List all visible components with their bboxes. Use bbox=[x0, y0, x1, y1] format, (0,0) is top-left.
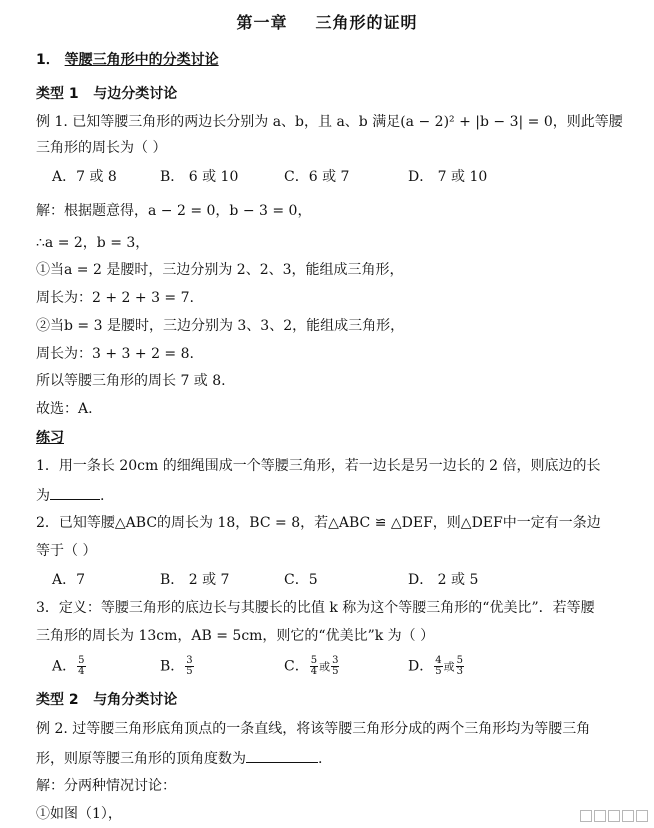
section-heading: 1． 等腰三角形中的分类讨论 bbox=[36, 52, 219, 68]
watermark-icon bbox=[580, 810, 648, 822]
fraction: $\frac{3}{5}$ bbox=[186, 655, 193, 677]
solution1-line: 故选：A. bbox=[36, 401, 93, 417]
example1-option-a: A．7 或 8 bbox=[52, 169, 117, 185]
practice-q2-line1: 2．已知等腰△ABC的周长为 18，BC = 8，若△ABC ≌ △DEF，则△DEF中一定有一条边 bbox=[36, 515, 601, 531]
answer-blank bbox=[50, 485, 100, 500]
page-title bbox=[0, 10, 654, 33]
solution1-line: 周长为：2 + 2 + 3 = 7. bbox=[36, 290, 194, 306]
solution1-line: 所以等腰三角形的周长 7 或 8. bbox=[36, 373, 226, 389]
example2-solution-line1: 解：分两种情况讨论： bbox=[36, 778, 176, 794]
practice-q2-option-b: B． 2 或 7 bbox=[160, 572, 230, 588]
example1-line2: 三角形的周长为（ ） bbox=[36, 140, 167, 156]
chapter-title: 三角形的证明 bbox=[315, 13, 418, 32]
practice-q1-line1: 1．用一条长 20cm 的细绳围成一个等腰三角形，若一边长是另一边长的 2 倍，则底边的长 bbox=[36, 458, 601, 474]
practice-q2-option-c: C．5 bbox=[284, 572, 318, 588]
practice-q1-line2: 为 . bbox=[36, 485, 104, 506]
fraction: $\frac{5}{4}$ bbox=[310, 655, 318, 677]
fraction: $\frac{3}{5}$ bbox=[332, 655, 339, 677]
type2-heading: 类型 2 与角分类讨论 bbox=[36, 692, 178, 708]
solution1-line: ∴a = 2，b = 3， bbox=[36, 235, 150, 251]
fraction: $\frac{5}{4}$ bbox=[78, 655, 85, 677]
example2-line2: 形，则原等腰三角形的顶角度数为 . bbox=[36, 748, 322, 769]
example1-option-b: B． 6 或 10 bbox=[160, 169, 239, 185]
example1-option-c: C．6 或 7 bbox=[284, 169, 350, 185]
fraction: $\frac{4}{5}$ bbox=[435, 655, 442, 677]
solution1-line: 解：根据题意得，a − 2 = 0，b − 3 = 0， bbox=[36, 203, 312, 219]
example2-line1: 例 2. 过等腰三角形底角顶点的一条直线，将该等腰三角形分成的两个三角形均为等腰三角 bbox=[36, 721, 591, 737]
practice-q2-line2: 等于（ ） bbox=[36, 543, 97, 559]
practice-q3-option-d: D． $\frac{4}{5}$ 或 $\frac{5}{3}$ bbox=[408, 655, 463, 677]
example1-option-d: D． 7 或 10 bbox=[408, 169, 488, 185]
practice-heading: 练习 bbox=[36, 430, 64, 446]
practice-q3-line1: 3．定义：等腰三角形的底边长与其腰长的比值 k 称为这个等腰三角形的“优美比”．若等腰 bbox=[36, 600, 595, 616]
fraction: $\frac{5}{3}$ bbox=[456, 655, 463, 677]
solution1-line: ①当a = 2 是腰时，三边分别为 2、2、3，能组成三角形， bbox=[36, 262, 404, 278]
chapter-number: 第一章 bbox=[236, 13, 288, 32]
example2-solution-line2: ①如图（1）， bbox=[36, 806, 122, 822]
solution1-line: 周长为：3 + 3 + 2 = 8. bbox=[36, 346, 194, 362]
solution1-line: ②当b = 3 是腰时，三边分别为 3、3、2，能组成三角形， bbox=[36, 318, 405, 334]
practice-q3-option-b: B． $\frac{3}{5}$ bbox=[160, 655, 193, 677]
type1-heading: 类型 1 与边分类讨论 bbox=[36, 86, 178, 102]
practice-q2-option-a: A．7 bbox=[52, 572, 86, 588]
practice-q3-option-a: A． $\frac{5}{4}$ bbox=[52, 655, 85, 677]
answer-blank bbox=[246, 748, 318, 763]
example1-line1: 例 1. 已知等腰三角形的两边长分别为 a、b，且 a、b 满足(a − 2)² + |b − 3| = 0，则此等腰 bbox=[36, 114, 623, 130]
practice-q2-option-d: D． 2 或 5 bbox=[408, 572, 479, 588]
section-title: 等腰三角形中的分类讨论 bbox=[64, 52, 219, 68]
practice-q3-line2: 三角形的周长为 13cm，AB = 5cm，则它的“优美比”k 为（ ） bbox=[36, 628, 435, 644]
practice-q3-option-c: C． $\frac{5}{4}$ 或 $\frac{3}{5}$ bbox=[284, 655, 339, 677]
